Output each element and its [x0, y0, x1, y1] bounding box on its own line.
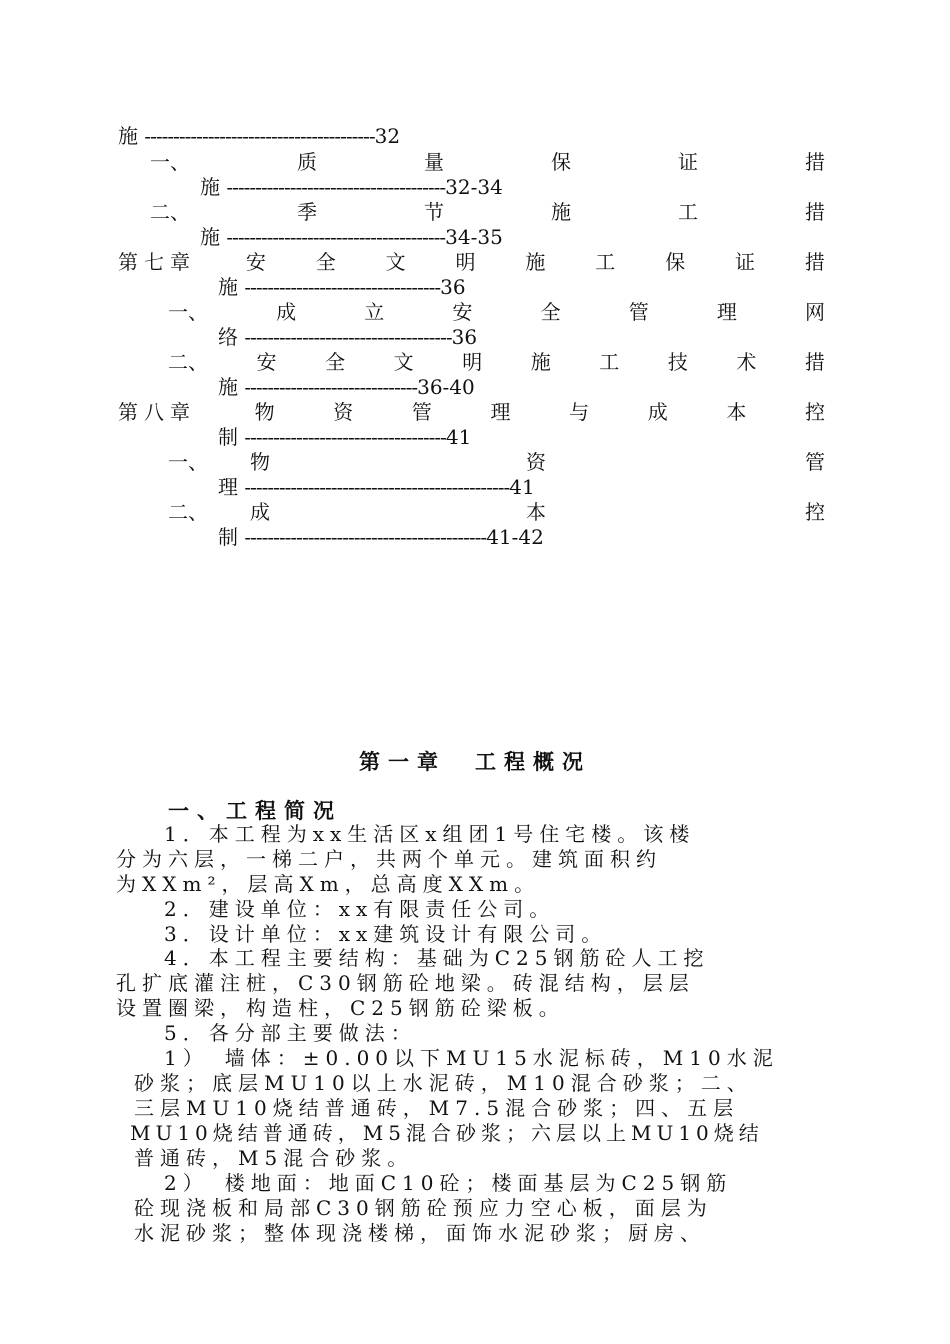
toc-char: 安 [245, 250, 266, 274]
toc-char: 工 [678, 200, 698, 224]
toc-num: 第八章 [118, 400, 196, 424]
toc-char: 本 [726, 400, 747, 424]
toc-char: 术 [736, 350, 757, 374]
toc-char: 措 [805, 200, 825, 224]
toc-char: 全 [540, 300, 561, 324]
toc-page: 41-42 [486, 525, 544, 549]
toc-char: 控 [805, 400, 825, 424]
toc-page: 36-40 [417, 375, 475, 399]
toc-char: 节 [424, 200, 444, 224]
toc-num: 一、 [150, 150, 190, 174]
chapter-title: 第一章 工程概况 [359, 749, 591, 774]
toc-entry-safety-network-cont [218, 325, 477, 350]
toc-char: 保 [665, 250, 686, 274]
toc-leader: ----------------------------------- [244, 425, 446, 449]
toc-char: 施 [525, 250, 546, 274]
toc-entry-quality [150, 150, 825, 175]
toc-leader: -------------------------------------- [226, 225, 446, 249]
toc-char: 明 [455, 250, 476, 274]
toc-heading-cont: 施 [118, 124, 138, 148]
body-line: 2） 楼地面：地面C10砼；楼面基层为C25钢筋 [164, 1171, 733, 1195]
body-line: 砼现浇板和局部C30钢筋砼预应力空心板，面层为 [134, 1196, 713, 1220]
toc-char: 质 [297, 150, 317, 174]
toc-char: 措 [804, 350, 825, 374]
toc-char: 管 [805, 450, 825, 474]
toc-char: 本 [526, 500, 546, 524]
toc-entry-quality-cont [200, 175, 503, 200]
toc-char: 全 [315, 250, 336, 274]
toc-char: 控 [805, 500, 825, 524]
toc-line-1 [118, 124, 400, 149]
body-line: 普通砖，M5混合砂浆。 [134, 1146, 414, 1170]
toc-leader: ------------------------------------------ [244, 525, 487, 549]
toc-char: 网 [804, 300, 825, 324]
toc-page: 32-34 [445, 175, 503, 199]
toc-entry-safety-tech-cont [218, 375, 475, 400]
toc-leader: ---------------------------------- [244, 275, 441, 299]
toc-entry-season-cont [200, 225, 503, 250]
toc-char: 证 [735, 250, 755, 274]
toc-char: 物 [254, 400, 275, 424]
body-line: 2．建设单位：xx有限责任公司。 [164, 897, 556, 921]
body-line: MU10烧结普通砖，M5混合砂浆；六层以上MU10烧结 [130, 1121, 764, 1145]
toc-leader: ---------------------------------------- [144, 124, 375, 148]
toc-leader: ------------------------------ [244, 375, 418, 399]
toc-leader: -------------------------------------- [226, 175, 446, 199]
toc-num: 第七章 [118, 250, 196, 274]
toc-chapter-7-cont [218, 275, 466, 300]
toc-char: 量 [424, 150, 444, 174]
body-line: 5．各分部主要做法： [164, 1021, 417, 1045]
toc-page: 41 [445, 425, 472, 449]
body-line: 1．本工程为xx生活区x组团1号住宅楼。该楼 [164, 822, 696, 846]
toc-char: 工 [599, 350, 620, 374]
body-line: 孔扩底灌注桩，C30钢筋砼地梁。砖混结构，层层 [116, 971, 695, 995]
toc-char: 络 [218, 325, 238, 349]
toc-char: 物 [250, 450, 270, 474]
toc-chapter-8 [118, 400, 825, 425]
toc-char: 施 [200, 225, 220, 249]
toc-char: 制 [218, 425, 238, 449]
toc-page: 36 [451, 325, 478, 349]
toc-entry-materials-cont [218, 475, 535, 500]
toc-entry-cost-cont [218, 525, 544, 550]
toc-entry-safety-tech [168, 350, 825, 375]
toc-entry-cost [168, 500, 825, 525]
body-line: 水泥砂浆；整体现浇楼梯，面饰水泥砂浆；厨房、 [134, 1221, 706, 1245]
toc-num: 二、 [168, 350, 208, 374]
toc-char: 季 [297, 200, 317, 224]
toc-page: 36 [440, 275, 466, 299]
toc-char: 立 [364, 300, 385, 324]
toc-char: 文 [393, 350, 414, 374]
toc-char: 施 [530, 350, 551, 374]
toc-char: 资 [333, 400, 354, 424]
toc-leader: ---------------------------------------------- [244, 475, 510, 499]
toc-char: 措 [805, 150, 825, 174]
toc-char: 措 [804, 250, 825, 274]
body-line: 砂浆；底层MU10以上水泥砖，M10混合砂浆；二、 [134, 1071, 753, 1095]
body-line: 4．本工程主要结构：基础为C25钢筋砼人工挖 [164, 946, 710, 970]
toc-entry-safety-network [168, 300, 825, 325]
toc-chapter-7 [118, 250, 825, 275]
toc-char: 明 [462, 350, 483, 374]
toc-entry-season [150, 200, 825, 225]
toc-entry-materials [168, 450, 825, 475]
toc-char: 证 [678, 150, 698, 174]
toc-char: 成 [647, 400, 668, 424]
toc-char: 理 [218, 475, 238, 499]
toc-num: 一、 [168, 300, 208, 324]
toc-page: 34-35 [445, 225, 503, 249]
body-line: 设置圈梁，构造柱，C25钢筋砼梁板。 [116, 996, 565, 1020]
body-line: 为XXm²，层高Xm，总高度XXm。 [116, 872, 541, 896]
body-line: 1） 墙体：±0.00以下MU15水泥标砖，M10水泥 [164, 1046, 779, 1070]
toc-char: 制 [218, 525, 238, 549]
toc-char: 安 [256, 350, 277, 374]
toc-char: 保 [551, 150, 571, 174]
toc-char: 与 [569, 400, 590, 424]
toc-char: 施 [551, 200, 571, 224]
body-line: 3．设计单位：xx建筑设计有限公司。 [164, 922, 608, 946]
toc-char: 管 [411, 400, 432, 424]
toc-char: 成 [250, 500, 270, 524]
toc-char: 理 [716, 300, 737, 324]
toc-char: 管 [628, 300, 649, 324]
toc-leader: ------------------------------------ [244, 325, 452, 349]
toc-num: 一、 [168, 450, 208, 474]
body-line: 三层MU10烧结普通砖，M7.5混合砂浆；四、五层 [134, 1096, 740, 1120]
toc-num: 二、 [168, 500, 208, 524]
toc-char: 全 [325, 350, 346, 374]
section-title: 一、工程简况 [168, 798, 342, 823]
toc-char: 技 [667, 350, 688, 374]
toc-char: 资 [526, 450, 546, 474]
body-line: 分为六层，一梯二户，共两个单元。建筑面积约 [116, 847, 662, 871]
toc-char: 安 [452, 300, 473, 324]
toc-char: 施 [200, 175, 220, 199]
toc-page: 41 [509, 475, 535, 499]
toc-chapter-8-cont [218, 425, 471, 450]
toc-char: 施 [218, 375, 238, 399]
toc-num: 二、 [150, 200, 190, 224]
toc-char: 理 [490, 400, 511, 424]
toc-char: 文 [385, 250, 406, 274]
toc-char: 施 [218, 275, 238, 299]
toc-char: 成 [276, 300, 297, 324]
toc-page: 32 [374, 124, 401, 148]
toc-char: 工 [595, 250, 616, 274]
